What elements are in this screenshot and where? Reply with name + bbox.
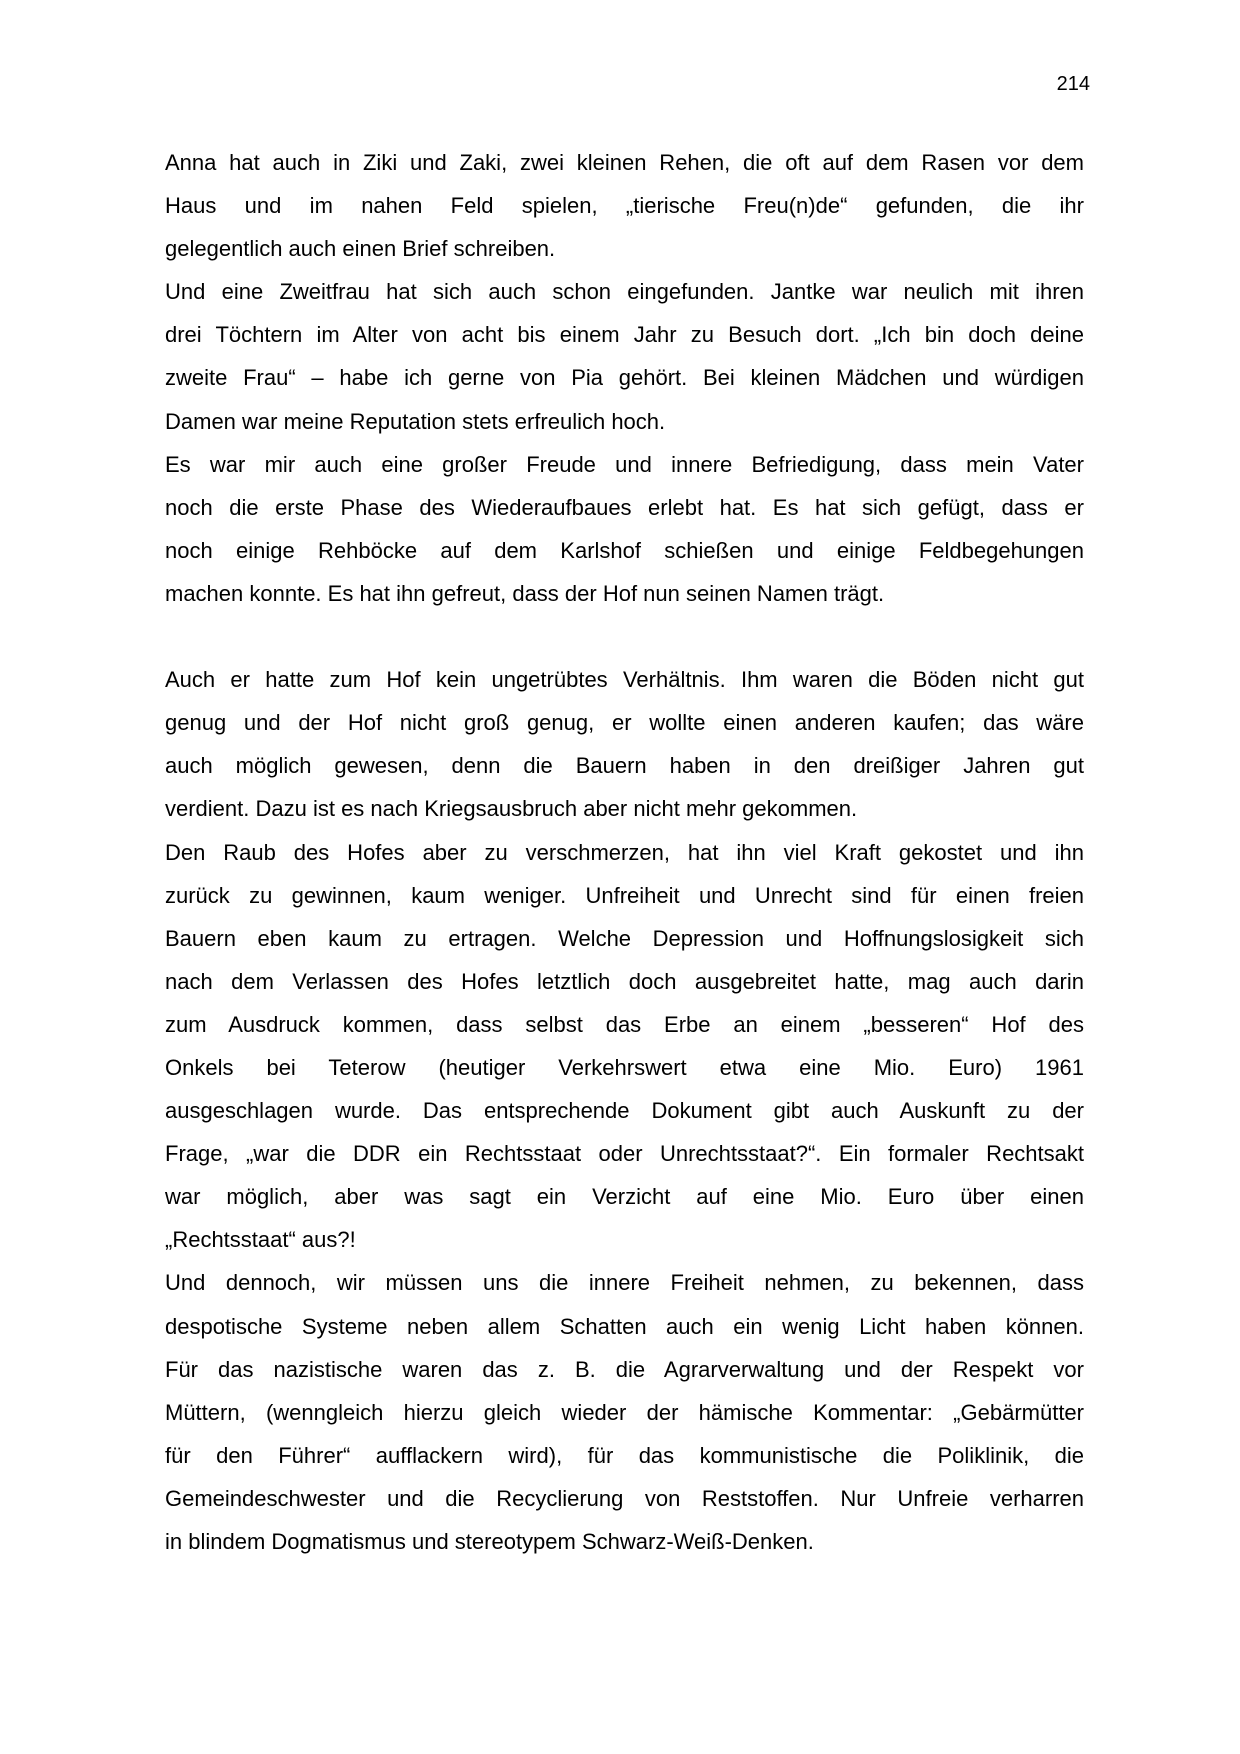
text-line: auch möglich gewesen, denn die Bauern haben in den dreißiger Jahren gut	[165, 753, 1084, 779]
text-line: noch einige Rehböcke auf dem Karlshof schießen und einige Feldbegehungen	[165, 537, 1084, 563]
text-line: Für das nazistische waren das z. B. die Agrarverwaltung und der Respekt vor	[165, 1356, 1084, 1382]
text-line: Auch er hatte zum Hof kein ungetrübtes Verhältnis. Ihm waren die Böden nicht gut	[165, 667, 1084, 693]
text-line: noch die erste Phase des Wiederaufbaues erlebt hat. Es hat sich gefügt, dass er	[165, 494, 1084, 520]
text-line: ausgeschlagen wurde. Das entsprechende Dokument gibt auch Auskunft zu der	[165, 1098, 1084, 1124]
text-line: Gemeindeschwester und die Recyclierung von Reststoffen. Nur Unfreie verharren	[165, 1485, 1084, 1511]
text-line: zum Ausdruck kommen, dass selbst das Erbe an einem „besseren“ Hof des	[165, 1011, 1084, 1037]
text-line: „Rechtsstaat“ aus?!	[165, 1227, 356, 1253]
text-line: Es war mir auch eine großer Freude und innere Befriedigung, dass mein Vater	[165, 451, 1084, 477]
text-line: drei Töchtern im Alter von acht bis einem Jahr zu Besuch dort. „Ich bin doch deine	[165, 322, 1084, 348]
text-line: in blindem Dogmatismus und stereotypem Schwarz-Weiß-Denken.	[165, 1529, 814, 1554]
text-line: Haus und im nahen Feld spielen, „tierische Freu(n)de“ gefunden, die ihr	[165, 193, 1084, 219]
page-number: 214	[1056, 73, 1090, 95]
body-text	[165, 141, 1084, 1563]
text-line: für den Führer“ aufflackern wird), für das kommunistische die Poliklinik, die	[165, 1442, 1084, 1468]
text-line: Den Raub des Hofes aber zu verschmerzen, hat ihn viel Kraft gekostet und ihn	[165, 839, 1084, 865]
text-line: gelegentlich auch einen Brief schreiben.	[165, 236, 556, 262]
text-line: Damen war meine Reputation stets erfreulich hoch.	[165, 408, 666, 434]
text-line: Onkels bei Teterow (heutiger Verkehrswert etwa eine Mio. Euro) 1961	[165, 1054, 1084, 1080]
text-line: Frage, „war die DDR ein Rechtsstaat oder Unrechtsstaat?“. Ein formaler Rechtsakt	[165, 1141, 1084, 1167]
paragraph-spacer	[165, 615, 1084, 658]
text-line: machen konnte. Es hat ihn gefreut, dass der Hof nun seinen Namen trägt.	[165, 580, 885, 606]
text-line: Und dennoch, wir müssen uns die innere Freiheit nehmen, zu bekennen, dass	[165, 1270, 1084, 1296]
text-line: despotische Systeme neben allem Schatten auch ein wenig Licht haben können.	[165, 1313, 1084, 1339]
text-line: war möglich, aber was sagt ein Verzicht auf eine Mio. Euro über einen	[165, 1184, 1084, 1210]
text-line: zurück zu gewinnen, kaum weniger. Unfreiheit und Unrecht sind für einen freien	[165, 882, 1084, 908]
text-line: verdient. Dazu ist es nach Kriegsausbruch aber nicht mehr gekommen.	[165, 796, 858, 822]
text-line: Anna hat auch in Ziki und Zaki, zwei kleinen Rehen, die oft auf dem Rasen vor dem	[165, 150, 1084, 175]
text-line: nach dem Verlassen des Hofes letztlich doch ausgebreitet hatte, mag auch darin	[165, 968, 1084, 994]
text-line: genug und der Hof nicht groß genug, er wollte einen anderen kaufen; das wäre	[165, 710, 1084, 736]
text-line: Müttern, (wenngleich hierzu gleich wieder der hämische Kommentar: „Gebärmütter	[165, 1399, 1084, 1425]
text-line: zweite Frau“ – habe ich gerne von Pia gehört. Bei kleinen Mädchen und würdigen	[165, 365, 1084, 391]
text-line: Bauern eben kaum zu ertragen. Welche Depression und Hoffnungslosigkeit sich	[165, 925, 1084, 951]
text-line: Und eine Zweitfrau hat sich auch schon eingefunden. Jantke war neulich mit ihren	[165, 279, 1084, 305]
